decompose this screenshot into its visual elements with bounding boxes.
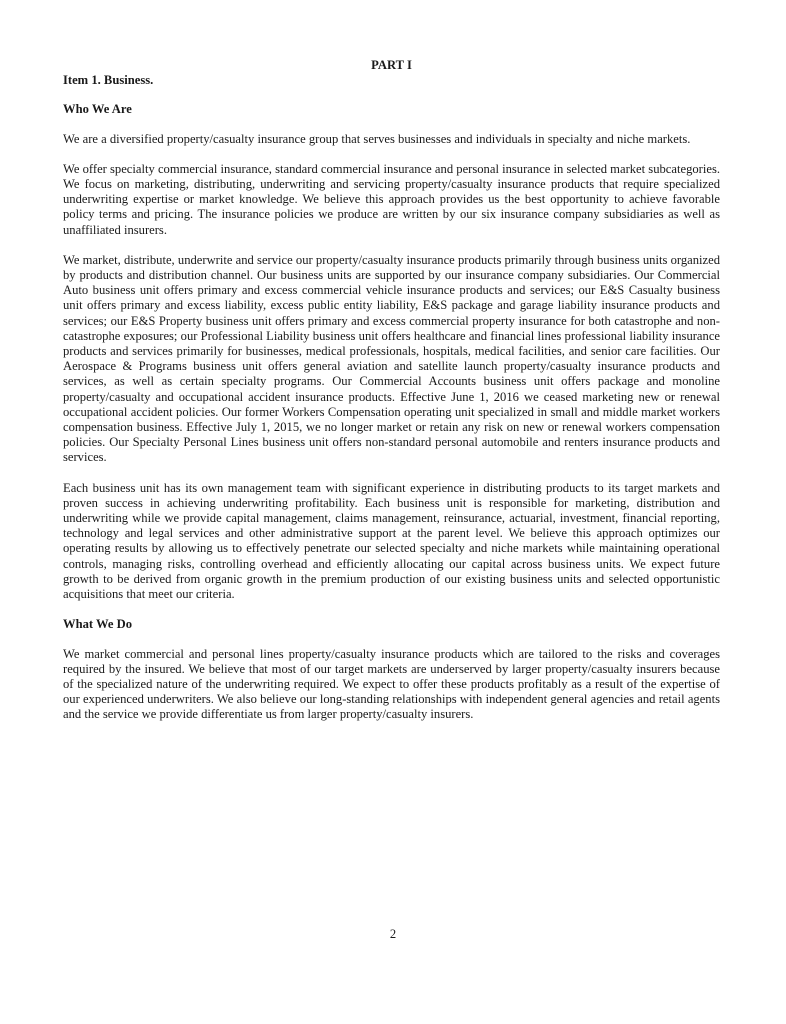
paragraph-who-we-are-3: We market, distribute, underwrite and service our property/casualty insurance products primarily through business units organized by products and distribution channel. Our business units are supported by our insurance company subsidiaries. Our Commercial Auto business unit offers primary and excess commercial vehicle insurance products and services; our E&S Casualty business unit offers primary and excess liability, excess public entity liability, E&S package and garage liability insurance products and services; our E&S Property business unit offers primary and excess commercial property insurance for both catastrophe and non-catastrophe exposures; our Professional Liability business unit offers healthcare and financial lines professional liability insurance products and services primarily for businesses, medical professionals, hospitals, medical facilities, and senior care facilities. Our Aerospace & Programs business unit offers general aviation and satellite launch property/casualty insurance products and services, as well as certain specialty programs. Our Commercial Accounts business unit offers package and monoline property/casualty and occupational accident insurance products. Effective June 1, 2016 we ceased marketing new or renewal occupational accident policies. Our former Workers Compensation operating unit specialized in small and middle market workers compensation business. Effective July 1, 2015, we no longer market or retain any risk on new or renewal workers compensation policies. Our Specialty Personal Lines business unit offers non-standard personal automobile and renters insurance products and services. (63, 252, 720, 465)
paragraph-who-we-are-2: We offer specialty commercial insurance, standard commercial insurance and personal insurance in selected market subcategories. We focus on marketing, distributing, underwriting and servicing property/casualty insurance products that require specialized underwriting expertise or market knowledge. We believe this approach provides us the best opportunity to achieve favorable policy terms and pricing. The insurance policies we produce are written by our six insurance company subsidiaries as well as unaffiliated insurers. (63, 161, 720, 237)
item-title: Item 1. Business. (63, 73, 154, 88)
part-title: PART I (371, 58, 412, 72)
section-heading-what-we-do: What We Do (63, 617, 133, 632)
document-page (63, 58, 720, 738)
section-heading-who-we-are: Who We Are (63, 102, 132, 117)
paragraph-who-we-are-4: Each business unit has its own management team with significant experience in distributing products to its target markets and proven success in achieving underwriting profitability. Each business unit is responsible for marketing, distribution and underwriting while we provide capital management, claims management, reinsurance, actuarial, investment, financial reporting, technology and legal services and other administrative support at the parent level. We believe this approach optimizes our operating results by allowing us to effectively penetrate our selected specialty and niche markets while maintaining operational controls, managing risks, controlling overhead and efficiently allocating our capital across business units. We expect future growth to be derived from organic growth in the premium production of our existing business units and selected opportunistic acquisitions that meet our criteria. (63, 480, 720, 602)
page-number: 2 (389, 927, 397, 941)
paragraph-what-we-do-1: We market commercial and personal lines property/casualty insurance products which are tailored to the risks and coverages required by the insured. We believe that most of our target markets are underserved by larger property/casualty insurers because of the specialized nature of the underwriting required. We expect to offer these products profitably as a result of the expertise of our experienced underwriters. We also believe our long-standing relationships with independent general agencies and retail agents and the service we provide differentiate us from larger property/casualty insurers. (63, 646, 720, 722)
paragraph-who-we-are-1: We are a diversified property/casualty insurance group that serves businesses and individuals in specialty and niche markets. (63, 131, 691, 146)
